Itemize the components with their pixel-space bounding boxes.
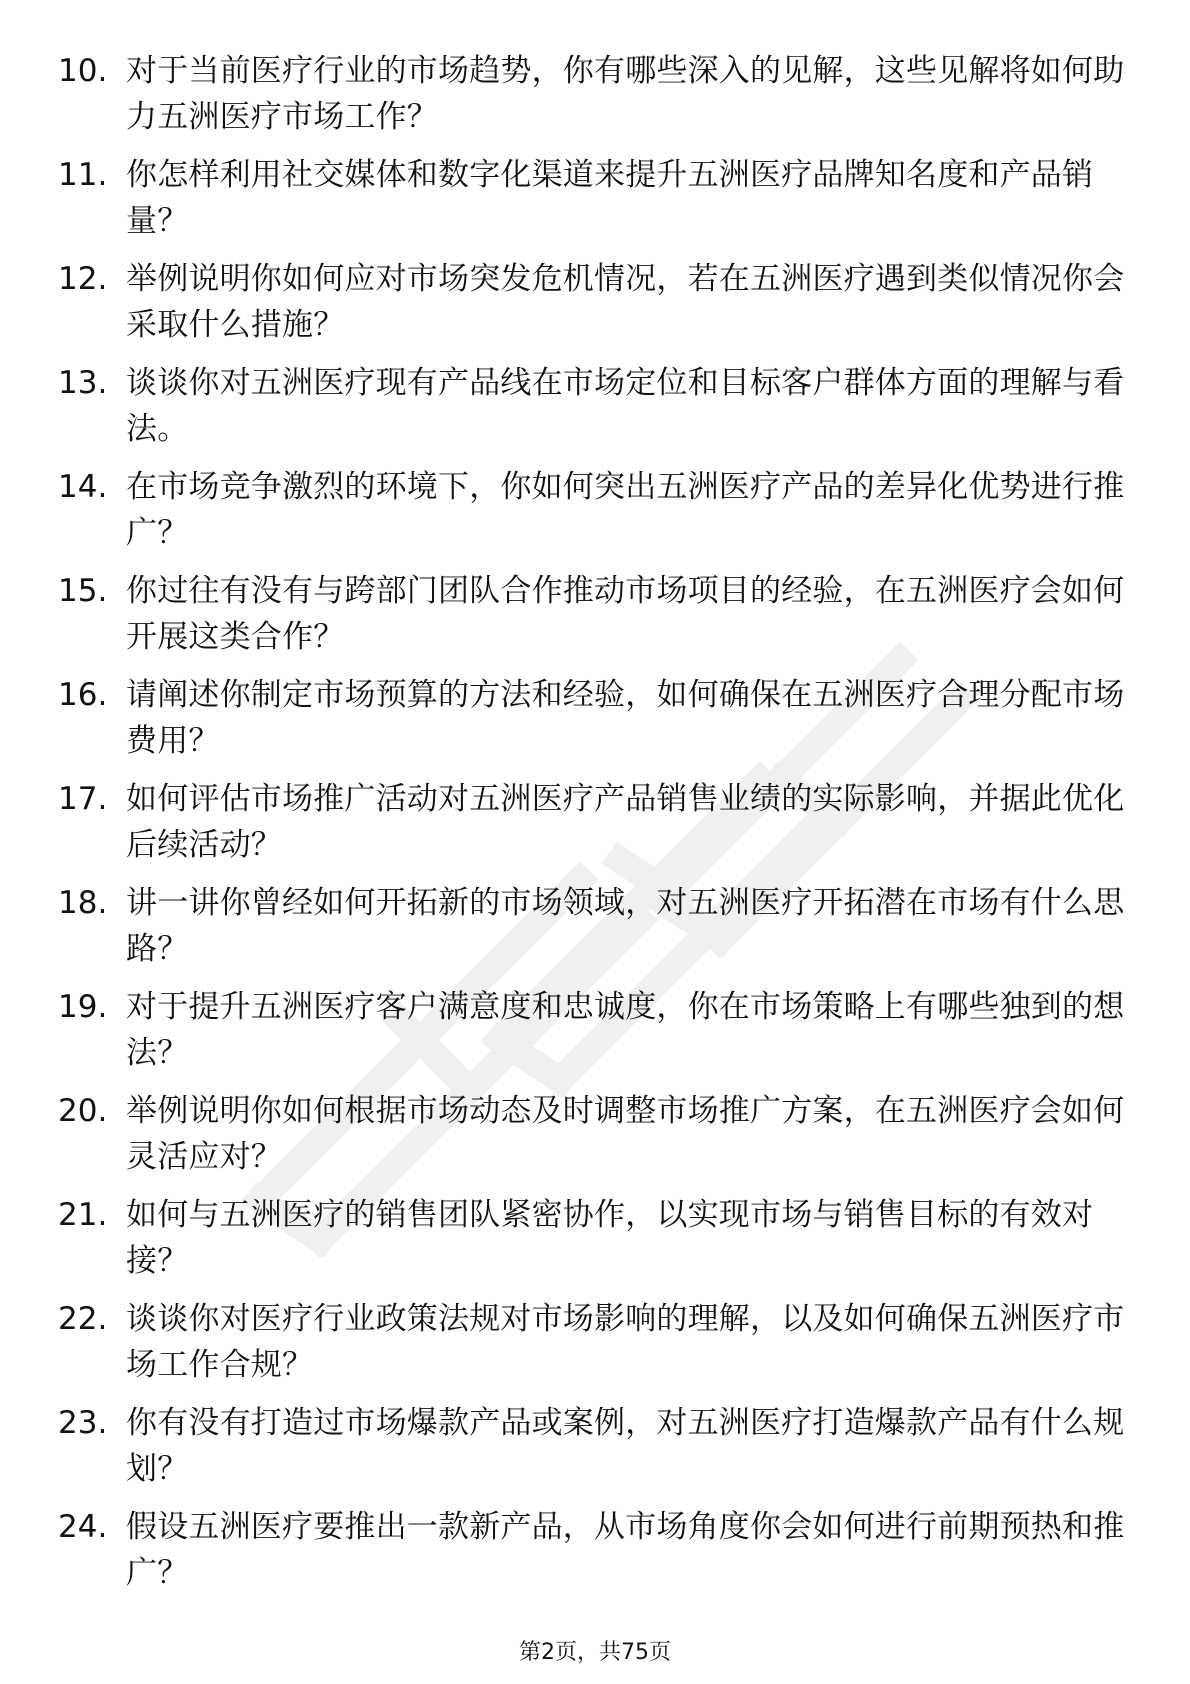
list-item — [58, 1400, 1138, 1504]
question-number: 11. — [58, 157, 108, 193]
list-item — [58, 152, 1138, 256]
question-text: 如何评估市场推广活动对五洲医疗产品销售业绩的实际影响，并据此优化后续活动？ — [126, 781, 1125, 863]
question-text: 在市场竞争激烈的环境下，你如何突出五洲医疗产品的差异化优势进行推广？ — [126, 469, 1125, 551]
question-number: 18. — [58, 885, 108, 921]
question-number: 15. — [58, 573, 108, 609]
list-item — [58, 984, 1138, 1088]
list-item — [58, 568, 1138, 672]
page-footer: 第2页，共75页 — [519, 1640, 671, 1665]
question-number: 22. — [58, 1301, 108, 1337]
question-text: 谈谈你对医疗行业政策法规对市场影响的理解，以及如何确保五洲医疗市场工作合规？ — [126, 1301, 1125, 1383]
list-item — [58, 360, 1138, 464]
question-number: 10. — [58, 53, 108, 89]
question-text: 请阐述你制定市场预算的方法和经验，如何确保在五洲医疗合理分配市场费用？ — [126, 677, 1125, 759]
list-item — [58, 1192, 1138, 1296]
question-text: 谈谈你对五洲医疗现有产品线在市场定位和目标客户群体方面的理解与看法。 — [126, 365, 1125, 447]
question-text: 你有没有打造过市场爆款产品或案例，对五洲医疗打造爆款产品有什么规划？ — [126, 1405, 1125, 1487]
question-text: 如何与五洲医疗的销售团队紧密协作，以实现市场与销售目标的有效对接？ — [126, 1197, 1094, 1279]
list-item — [58, 464, 1138, 568]
question-text: 举例说明你如何根据市场动态及时调整市场推广方案，在五洲医疗会如何灵活应对？ — [126, 1093, 1125, 1175]
question-text: 假设五洲医疗要推出一款新产品，从市场角度你会如何进行前期预热和推广？ — [126, 1509, 1125, 1591]
question-number: 13. — [58, 365, 108, 401]
question-number: 21. — [58, 1197, 108, 1233]
question-number: 16. — [58, 677, 108, 713]
list-item — [58, 1296, 1138, 1400]
question-number: 23. — [58, 1405, 108, 1441]
question-number: 20. — [58, 1093, 108, 1129]
question-text: 对于提升五洲医疗客户满意度和忠诚度，你在市场策略上有哪些独到的想法？ — [126, 989, 1125, 1071]
question-text: 你过往有没有与跨部门团队合作推动市场项目的经验，在五洲医疗会如何开展这类合作？ — [126, 573, 1125, 655]
question-number: 19. — [58, 989, 108, 1025]
question-number: 14. — [58, 469, 108, 505]
list-item — [58, 1504, 1138, 1608]
list-item — [58, 256, 1138, 360]
list-item — [58, 48, 1138, 152]
list-item — [58, 776, 1138, 880]
list-item — [58, 880, 1138, 984]
question-text: 对于当前医疗行业的市场趋势，你有哪些深入的见解，这些见解将如何助力五洲医疗市场工作？ — [126, 53, 1125, 135]
question-text: 举例说明你如何应对市场突发危机情况，若在五洲医疗遇到类似情况你会采取什么措施？ — [126, 261, 1125, 343]
question-list — [58, 48, 1138, 1608]
question-number: 17. — [58, 781, 108, 817]
list-item — [58, 1088, 1138, 1192]
question-text: 讲一讲你曾经如何开拓新的市场领域，对五洲医疗开拓潜在市场有什么思路？ — [126, 885, 1125, 967]
question-number: 24. — [58, 1509, 108, 1545]
list-item — [58, 672, 1138, 776]
question-text: 你怎样利用社交媒体和数字化渠道来提升五洲医疗品牌知名度和产品销量？ — [126, 157, 1094, 239]
question-number: 12. — [58, 261, 108, 297]
